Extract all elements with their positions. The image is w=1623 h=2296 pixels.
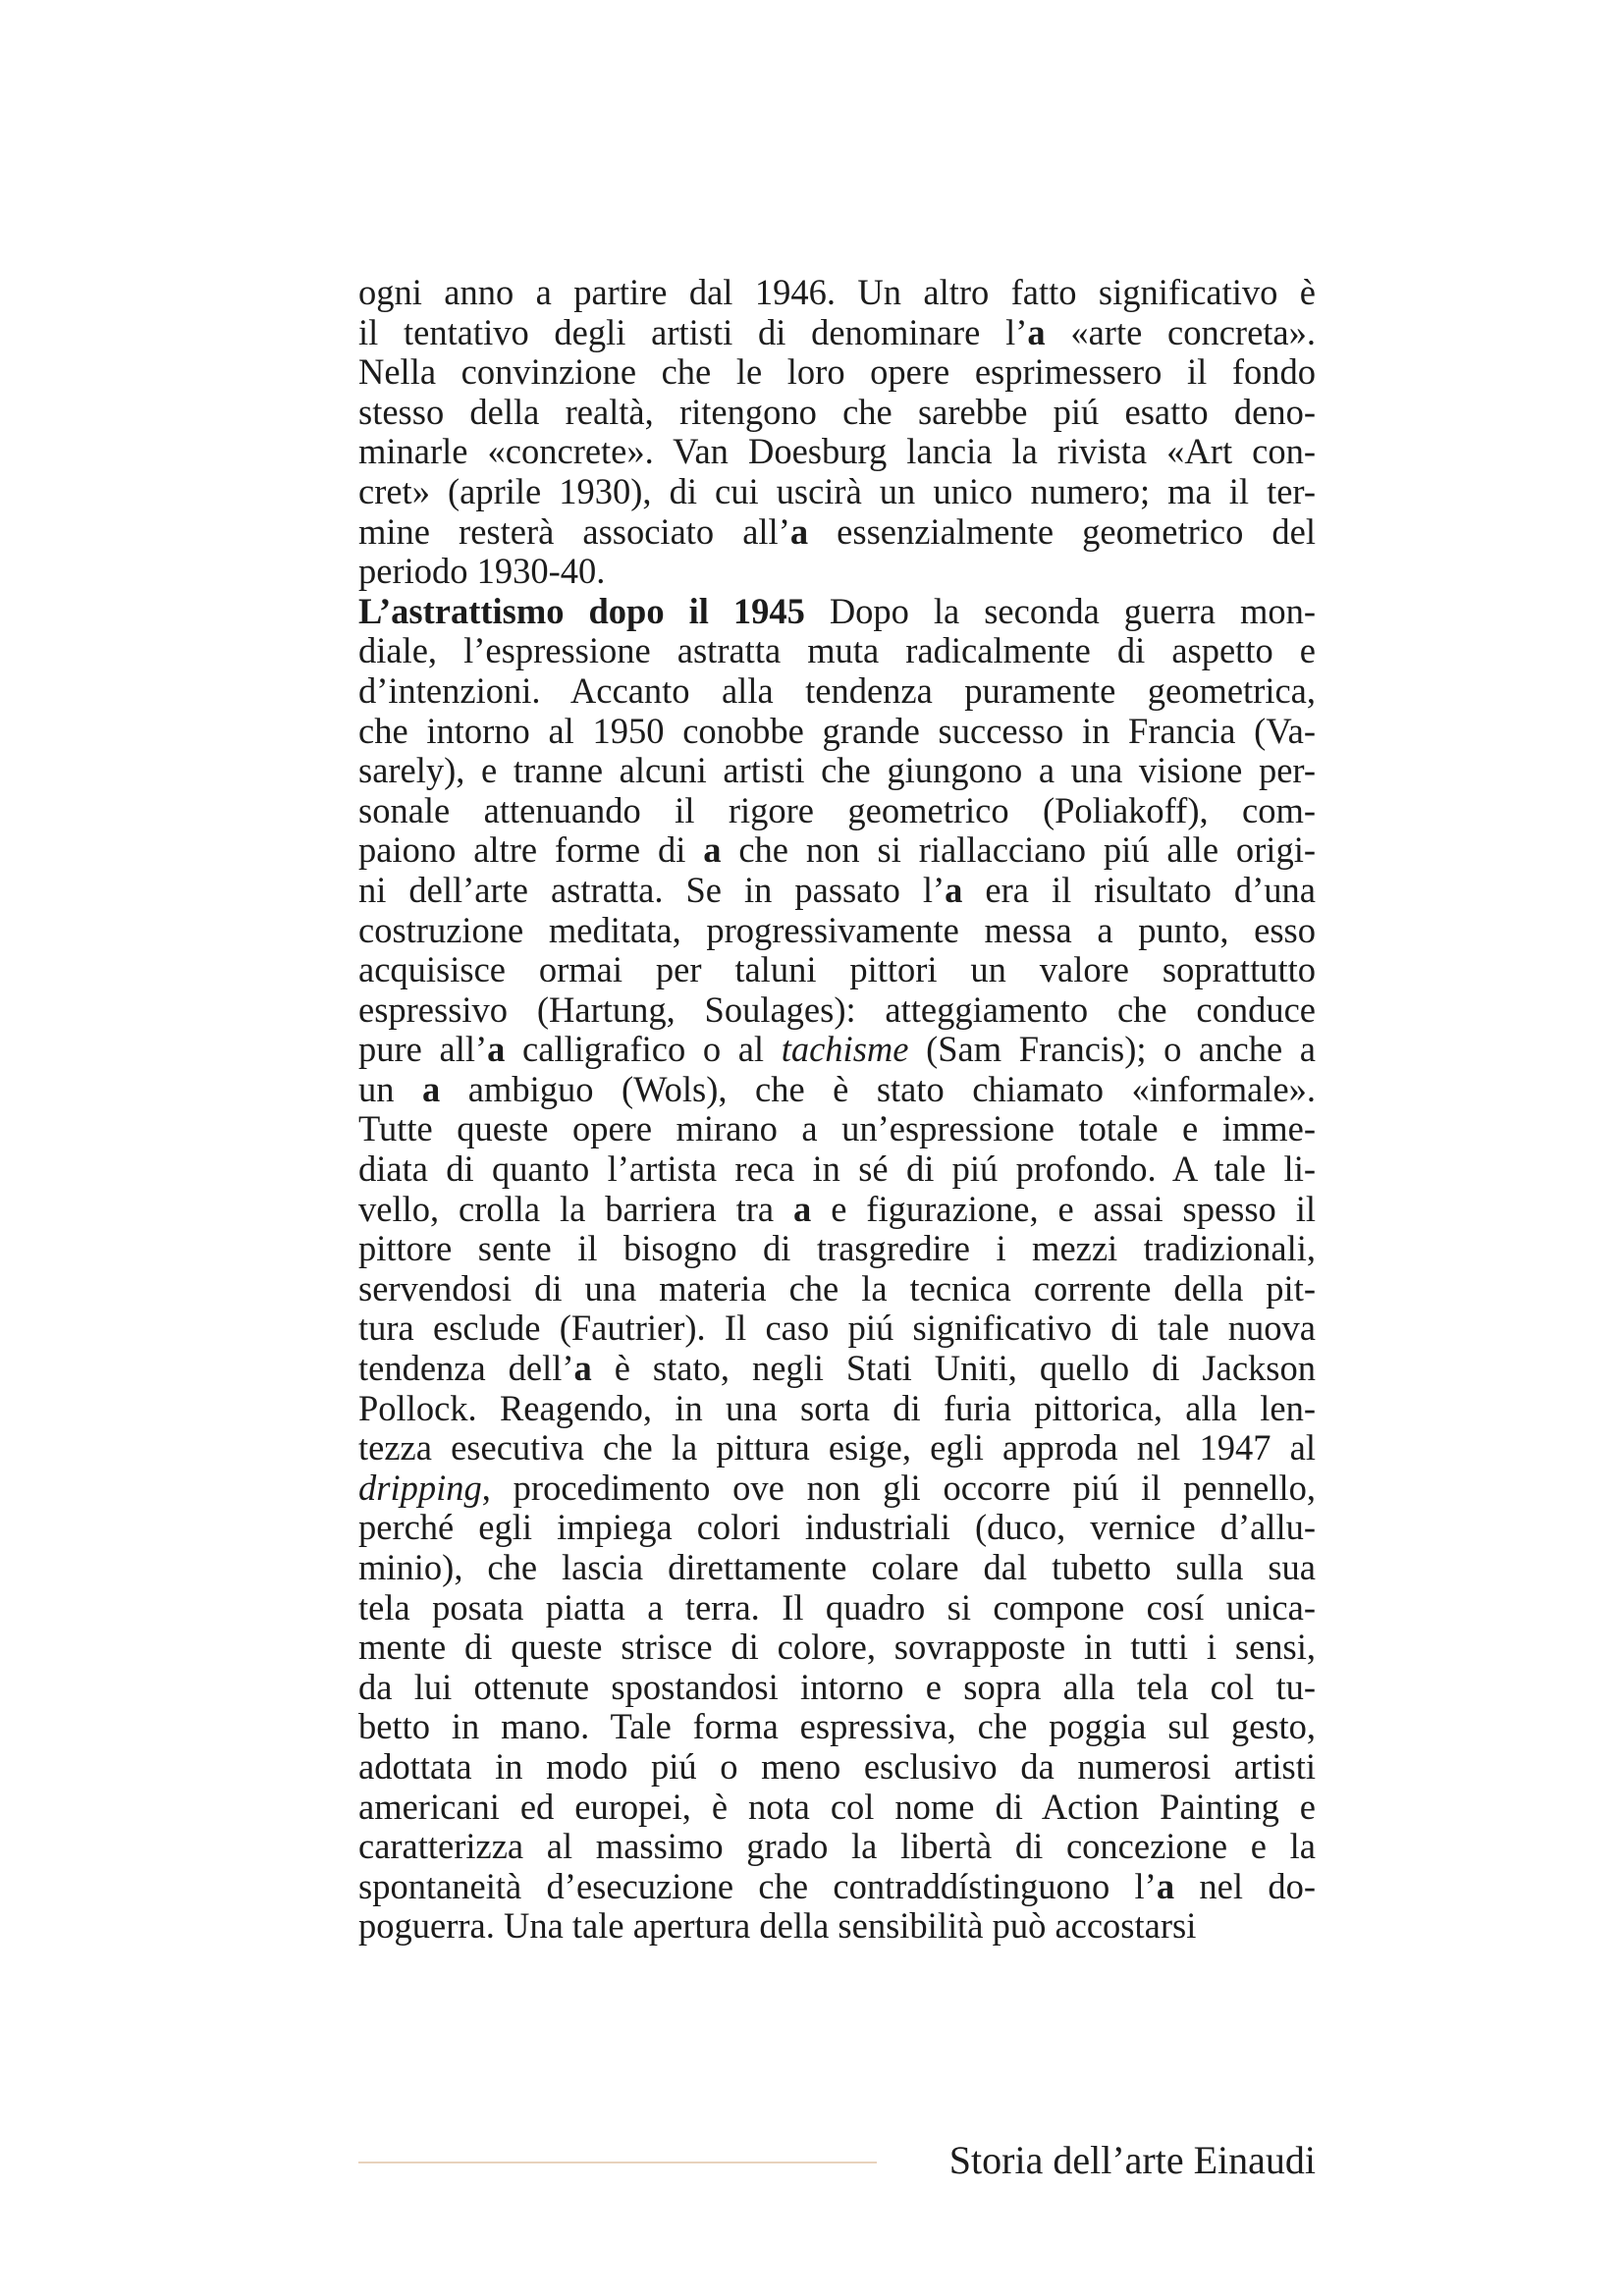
bold-text: a <box>793 1188 812 1229</box>
text-run: il tentativo degli artisti di denominare l’ <box>358 311 1028 352</box>
text-line <box>358 1109 1316 1149</box>
text-run: stesso della realtà, ritengono che sarebbe piú esatto deno- <box>358 391 1316 432</box>
bold-text: a <box>945 869 963 910</box>
text-line <box>358 1468 1316 1509</box>
text-run: «arte concreta». <box>1045 311 1316 352</box>
text-line <box>358 791 1316 831</box>
text-line <box>358 671 1316 712</box>
text-line <box>358 1548 1316 1588</box>
text-run: adottata in modo piú o meno esclusivo da numerosi artisti <box>358 1745 1316 1787</box>
text-line <box>358 1788 1316 1828</box>
text-run: tura esclude (Fautrier). Il caso piú significativo di tale nuova <box>358 1308 1316 1349</box>
text-run: da lui ottenute spostandosi intorno e sopra alla tela col tu- <box>358 1666 1316 1707</box>
text-run: diale, l’espressione astratta muta radicalmente di aspetto e <box>358 630 1316 671</box>
bold-text: a <box>1156 1865 1175 1906</box>
text-line <box>358 1149 1316 1190</box>
text-run: vello, crolla la barriera tra <box>358 1188 794 1229</box>
text-run: mente di queste strisce di colore, sovrapposte in tutti i sensi, <box>358 1627 1316 1668</box>
text-run: e figurazione, e assai spesso il <box>811 1188 1316 1229</box>
text-run: cret» (aprile 1930), di cui uscirà un unico numero; ma il ter- <box>358 470 1316 511</box>
text-line <box>358 512 1316 553</box>
text-line <box>358 1269 1316 1309</box>
text-run: che non si riallacciano piú alle origi- <box>721 829 1316 871</box>
text-run: tela posata piatta a terra. Il quadro si compone cosí unica- <box>358 1586 1316 1628</box>
text-run: minarle «concrete». Van Doesburg lancia la rivista «Art con- <box>358 431 1316 472</box>
text-line <box>358 552 1316 592</box>
text-line <box>358 1668 1316 1708</box>
text-line <box>358 1308 1316 1349</box>
text-line <box>358 1190 1316 1230</box>
text-line <box>358 911 1316 951</box>
text-run: era il risultato d’una <box>962 869 1316 910</box>
text-run: periodo 1930-40. <box>358 551 606 592</box>
text-line <box>358 393 1316 433</box>
text-run: tendenza dell’ <box>358 1348 574 1389</box>
bold-text: a <box>573 1348 592 1389</box>
text-run: Dopo la seconda guerra mon- <box>804 590 1316 631</box>
text-run: acquisisce ormai per taluni pittori un valore soprattutto <box>358 949 1316 990</box>
text-run: espressivo (Hartung, Soulages): atteggiamento che conduce <box>358 988 1316 1030</box>
footer-rule <box>358 2162 877 2163</box>
text-line <box>358 1867 1316 1907</box>
bold-text: a <box>789 510 809 552</box>
text-run: che intorno al 1950 conobbe grande successo in Francia (Va- <box>358 710 1316 751</box>
text-run: paiono altre forme di <box>358 829 704 871</box>
text-run: mine resterà associato all’ <box>358 510 790 552</box>
text-run: americani ed europei, è nota col nome di Action Painting e <box>358 1786 1316 1827</box>
text-line <box>358 472 1316 512</box>
text-line <box>358 1428 1316 1468</box>
text-line <box>358 950 1316 990</box>
italic-text: dripping <box>358 1467 482 1508</box>
text-run: ogni anno a partire dal 1946. Un altro fatto significativo è <box>358 272 1316 312</box>
text-run: Nella convinzione che le loro opere esprimessero il fondo <box>358 351 1316 393</box>
text-line <box>358 990 1316 1031</box>
text-run: (Sam Francis); o anche a <box>908 1029 1316 1070</box>
body-text <box>358 273 1316 1947</box>
text-line <box>358 1508 1316 1548</box>
text-run: nel do- <box>1174 1865 1316 1906</box>
footer-title: Storia dell’arte Einaudi <box>948 2138 1316 2182</box>
text-line <box>358 1389 1316 1429</box>
text-run: pure all’ <box>358 1029 488 1070</box>
text-run: sonale attenuando il rigore geometrico (Poliakoff), com- <box>358 789 1316 830</box>
text-line <box>358 313 1316 353</box>
text-line <box>358 1628 1316 1668</box>
text-run: calligrafico o al <box>505 1029 782 1070</box>
bold-text: a <box>703 829 722 871</box>
text-run: pittore sente il bisogno di trasgredire i mezzi tradizionali, <box>358 1228 1316 1269</box>
text-run: Pollock. Reagendo, in una sorta di furia pittorica, alla len- <box>358 1387 1316 1428</box>
text-run: perché egli impiega colori industriali (duco, vernice d’allu- <box>358 1507 1316 1548</box>
text-run: essenzialmente geometrico del <box>808 510 1316 552</box>
text-run: è stato, negli Stati Uniti, quello di Jackson <box>591 1348 1316 1389</box>
text-line <box>358 1349 1316 1389</box>
text-line <box>358 1906 1316 1947</box>
text-run: ambiguo (Wols), che è stato chiamato «informale». <box>440 1068 1317 1109</box>
text-line <box>358 352 1316 393</box>
bold-text: a <box>422 1068 441 1109</box>
bold-text: a <box>487 1029 506 1070</box>
text-run: betto in mano. Tale forma espressiva, che poggia sul gesto, <box>358 1706 1316 1747</box>
text-run: spontaneità d’esecuzione che contraddístinguono l’ <box>358 1865 1157 1906</box>
text-line <box>358 1070 1316 1110</box>
italic-text: tachisme <box>781 1029 909 1070</box>
text-run: diata di quanto l’artista reca in sé di piú profondo. A tale li- <box>358 1148 1316 1190</box>
text-run: servendosi di una materia che la tecnica corrente della pit- <box>358 1267 1316 1308</box>
text-line <box>358 1827 1316 1867</box>
text-line <box>358 871 1316 911</box>
text-line <box>358 1707 1316 1747</box>
text-run: sarely), e tranne alcuni artisti che giungono a una visione per- <box>358 750 1316 791</box>
text-line <box>358 751 1316 791</box>
text-run: , procedimento ove non gli occorre piú il pennello, <box>481 1467 1316 1508</box>
text-line <box>358 1747 1316 1788</box>
text-line <box>358 1229 1316 1269</box>
text-run: un <box>358 1068 422 1109</box>
text-line <box>358 273 1316 313</box>
text-line <box>358 1030 1316 1070</box>
text-run: d’intenzioni. Accanto alla tendenza puramente geometrica, <box>358 669 1316 711</box>
text-line <box>358 830 1316 871</box>
bold-text: a <box>1027 311 1046 352</box>
text-run: Tutte queste opere mirano a un’espressione totale e imme- <box>358 1108 1316 1149</box>
text-run: costruzione meditata, progressivamente messa a punto, esso <box>358 909 1316 950</box>
text-run: ni dell’arte astratta. Se in passato l’ <box>358 869 946 910</box>
bold-text: L’astrattismo dopo il 1945 <box>358 590 805 631</box>
text-run: minio), che lascia direttamente colare dal tubetto sulla sua <box>358 1547 1316 1587</box>
text-line <box>358 712 1316 752</box>
text-run: caratterizza al massimo grado la libertà di concezione e la <box>358 1826 1316 1867</box>
text-line <box>358 1588 1316 1629</box>
text-line <box>358 631 1316 671</box>
text-run: poguerra. Una tale apertura della sensibilità può accostarsi <box>358 1905 1197 1947</box>
text-line <box>358 592 1316 632</box>
text-run: tezza esecutiva che la pittura esige, egli approda nel 1947 al <box>358 1427 1316 1468</box>
text-line <box>358 432 1316 472</box>
